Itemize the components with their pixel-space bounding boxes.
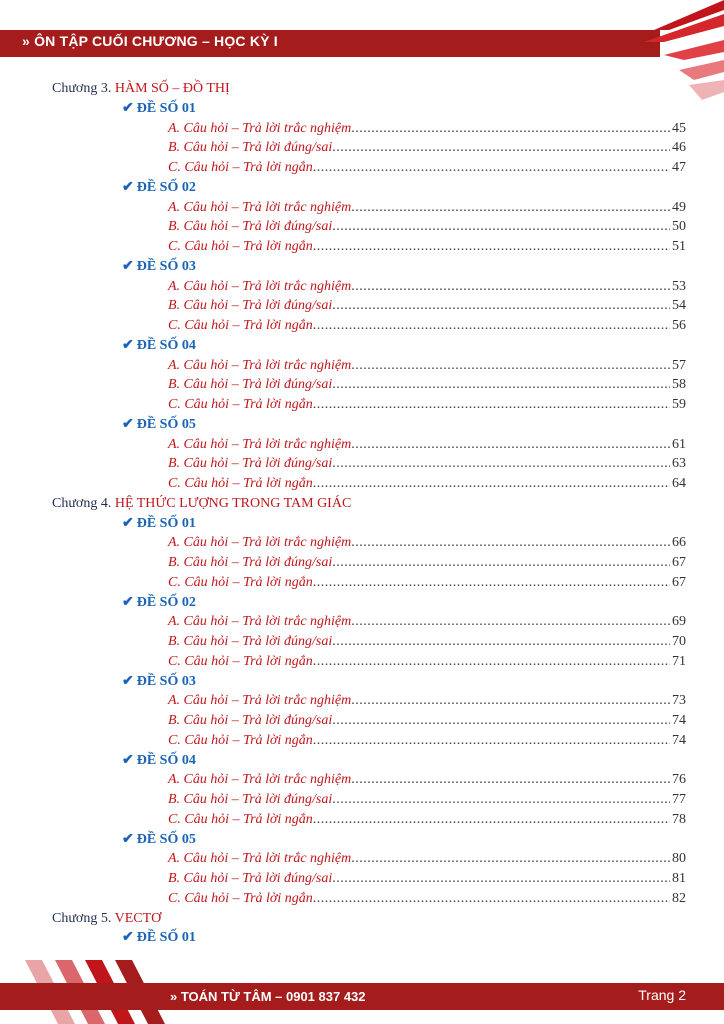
entry-page: 51 <box>672 239 686 254</box>
entry-page: 73 <box>672 693 686 709</box>
entry-label: B. Câu hỏi – Trả lời đúng/sai <box>168 140 333 156</box>
chapter-heading <box>52 910 161 928</box>
entry-page: 57 <box>672 357 686 373</box>
checkmark-icon: ✔ <box>122 179 134 195</box>
toc-entry <box>168 712 686 730</box>
toc-entry <box>168 692 686 710</box>
entry-label: C. Câu hỏi – Trả lời ngắn <box>168 160 313 175</box>
dot-leader <box>351 120 670 138</box>
toc-entry <box>168 297 686 315</box>
dot-leader <box>313 574 670 592</box>
entry-page: 53 <box>672 278 686 294</box>
dot-leader <box>313 396 670 414</box>
entry-page: 66 <box>672 535 686 551</box>
checkmark-icon: ✔ <box>122 594 134 610</box>
exam-title: ĐỀ SỐ 02 <box>136 594 196 610</box>
dot-leader <box>351 357 670 375</box>
checkmark-icon: ✔ <box>122 258 134 274</box>
entry-label: A. Câu hỏi – Trả lời trắc nghiệm <box>168 199 352 215</box>
entry-page: 74 <box>672 732 686 748</box>
toc-entry <box>168 120 686 138</box>
dot-leader <box>332 554 670 572</box>
exam-title: ĐỀ SỐ 02 <box>136 179 196 195</box>
entry-label: B. Câu hỏi – Trả lời đúng/sai <box>168 634 333 649</box>
entry-label: C. Câu hỏi – Trả lời ngắn <box>168 318 313 333</box>
entry-page: 64 <box>672 476 686 491</box>
dot-leader <box>332 455 670 473</box>
entry-page: 50 <box>672 219 686 235</box>
entry-page: 81 <box>672 871 686 886</box>
toc-entry <box>168 396 686 414</box>
dot-leader <box>313 732 670 750</box>
entry-page: 80 <box>672 851 686 867</box>
entry-label: B. Câu hỏi – Trả lời đúng/sai <box>168 871 333 886</box>
dot-leader <box>351 436 670 454</box>
entry-page: 70 <box>672 634 686 649</box>
exam-title: ĐỀ SỐ 05 <box>136 416 196 432</box>
exam-title: ĐỀ SỐ 03 <box>136 258 196 274</box>
entry-page: 47 <box>672 160 686 175</box>
entry-page: 54 <box>672 298 686 314</box>
dot-leader <box>332 870 670 888</box>
exam-heading <box>122 594 196 612</box>
entry-page: 82 <box>672 890 686 906</box>
entry-page: 76 <box>672 772 686 788</box>
entry-page: 69 <box>672 614 686 630</box>
entry-label: C. Câu hỏi – Trả lời ngắn <box>168 653 313 669</box>
entry-page: 56 <box>672 318 686 333</box>
toc-entry <box>168 357 686 375</box>
dot-leader <box>332 791 670 809</box>
dot-leader <box>313 475 670 493</box>
entry-page: 58 <box>672 377 686 393</box>
toc-entry <box>168 218 686 236</box>
exam-title: ĐỀ SỐ 04 <box>136 752 196 768</box>
entry-label: A. Câu hỏi – Trả lời trắc nghiệm <box>168 614 352 630</box>
toc-entry <box>168 139 686 157</box>
entry-label: B. Câu hỏi – Trả lời đúng/sai <box>168 219 333 235</box>
toc-entry <box>168 455 686 473</box>
checkmark-icon: ✔ <box>122 831 134 847</box>
entry-label: A. Câu hỏi – Trả lời trắc nghiệm <box>168 278 352 294</box>
entry-label: C. Câu hỏi – Trả lời ngắn <box>168 476 313 491</box>
toc-entry <box>168 653 686 671</box>
checkmark-icon: ✔ <box>122 752 134 768</box>
footer-contact: » TOÁN TỪ TÂM – 0901 837 432 <box>170 989 366 1004</box>
exam-title: ĐỀ SỐ 03 <box>136 673 196 689</box>
chapter-title: VECTƠ <box>114 910 162 926</box>
toc-entry <box>168 574 686 592</box>
dot-leader <box>313 159 670 177</box>
toc-entry <box>168 278 686 296</box>
checkmark-icon: ✔ <box>122 673 134 689</box>
exam-title: ĐỀ SỐ 05 <box>136 831 196 847</box>
entry-label: A. Câu hỏi – Trả lời trắc nghiệm <box>168 693 352 709</box>
toc-entry <box>168 732 686 750</box>
entry-label: A. Câu hỏi – Trả lời trắc nghiệm <box>168 772 352 788</box>
dot-leader <box>351 771 670 789</box>
exam-heading <box>122 752 196 770</box>
dot-leader <box>351 613 670 631</box>
toc-entry <box>168 554 686 572</box>
dot-leader <box>332 712 670 730</box>
toc-entry <box>168 376 686 394</box>
dot-leader <box>332 633 670 651</box>
entry-page: 61 <box>672 436 686 452</box>
entry-page: 71 <box>672 653 686 669</box>
exam-heading <box>122 673 196 691</box>
chapter-heading <box>52 495 351 513</box>
dot-leader <box>351 199 670 217</box>
dot-leader <box>351 850 670 868</box>
dot-leader <box>332 297 670 315</box>
entry-label: B. Câu hỏi – Trả lời đúng/sai <box>168 792 333 807</box>
toc-entry <box>168 475 686 493</box>
chapter-prefix: Chương 4. <box>52 495 112 511</box>
dot-leader <box>351 534 670 552</box>
dot-leader <box>332 139 670 157</box>
dot-leader <box>351 692 670 710</box>
dot-leader <box>313 317 670 335</box>
chapter-title: HỆ THỨC LƯỢNG TRONG TAM GIÁC <box>114 495 352 511</box>
toc-entry <box>168 199 686 217</box>
entry-label: C. Câu hỏi – Trả lời ngắn <box>168 732 313 748</box>
toc-entry <box>168 317 686 335</box>
entry-label: C. Câu hỏi – Trả lời ngắn <box>168 890 313 906</box>
page-number: Trang 2 <box>638 987 686 1003</box>
entry-label: B. Câu hỏi – Trả lời đúng/sai <box>168 456 333 472</box>
chapter-prefix: Chương 5. <box>52 910 112 926</box>
dot-leader <box>313 890 670 908</box>
entry-page: 46 <box>672 140 686 156</box>
exam-title: ĐỀ SỐ 01 <box>136 515 196 531</box>
entry-label: A. Câu hỏi – Trả lời trắc nghiệm <box>168 535 352 551</box>
entry-label: C. Câu hỏi – Trả lời ngắn <box>168 239 313 254</box>
entry-label: A. Câu hỏi – Trả lời trắc nghiệm <box>168 851 352 867</box>
toc-entry <box>168 436 686 454</box>
checkmark-icon: ✔ <box>122 930 134 946</box>
exam-title: ĐỀ SỐ 04 <box>136 337 196 353</box>
entry-label: B. Câu hỏi – Trả lời đúng/sai <box>168 713 333 728</box>
exam-heading <box>122 337 196 355</box>
entry-label: B. Câu hỏi – Trả lời đúng/sai <box>168 555 333 570</box>
toc-entry <box>168 791 686 809</box>
toc-entry <box>168 850 686 868</box>
exam-heading <box>122 929 196 947</box>
entry-page: 74 <box>672 713 686 728</box>
entry-page: 63 <box>672 456 686 472</box>
toc-entry <box>168 870 686 888</box>
dot-leader <box>351 278 670 296</box>
toc-entry <box>168 633 686 651</box>
dot-leader <box>332 218 670 236</box>
toc-entry <box>168 890 686 908</box>
header-title: » ÔN TẬP CUỐI CHƯƠNG – HỌC KỲ I <box>22 33 278 49</box>
dot-leader <box>313 653 670 671</box>
exam-title: ĐỀ SỐ 01 <box>136 100 196 116</box>
entry-label: B. Câu hỏi – Trả lời đúng/sai <box>168 377 333 393</box>
entry-label: A. Câu hỏi – Trả lời trắc nghiệm <box>168 120 352 136</box>
exam-heading <box>122 515 196 533</box>
exam-heading <box>122 416 196 434</box>
header-decoration <box>594 0 724 110</box>
entry-page: 78 <box>672 811 686 827</box>
entry-page: 59 <box>672 397 686 412</box>
exam-title: ĐỀ SỐ 01 <box>136 930 196 946</box>
exam-heading <box>122 831 196 849</box>
checkmark-icon: ✔ <box>122 515 134 531</box>
dot-leader <box>332 376 670 394</box>
entry-label: A. Câu hỏi – Trả lời trắc nghiệm <box>168 357 352 373</box>
toc-entry <box>168 534 686 552</box>
checkmark-icon: ✔ <box>122 100 134 116</box>
entry-label: C. Câu hỏi – Trả lời ngắn <box>168 397 313 412</box>
dot-leader <box>313 238 670 256</box>
toc-entry <box>168 238 686 256</box>
entry-page: 77 <box>672 792 686 807</box>
chapter-prefix: Chương 3. <box>52 81 112 96</box>
entry-label: C. Câu hỏi – Trả lời ngắn <box>168 811 313 827</box>
checkmark-icon: ✔ <box>122 416 134 432</box>
entry-page: 45 <box>672 120 686 136</box>
checkmark-icon: ✔ <box>122 337 134 353</box>
chapter-heading <box>52 80 230 98</box>
exam-heading <box>122 179 196 197</box>
entry-label: A. Câu hỏi – Trả lời trắc nghiệm <box>168 436 352 452</box>
toc-entry <box>168 771 686 789</box>
exam-heading <box>122 258 196 276</box>
toc-entry <box>168 613 686 631</box>
chapter-title: HÀM SỐ – ĐỒ THỊ <box>114 81 230 96</box>
entry-label: B. Câu hỏi – Trả lời đúng/sai <box>168 298 333 314</box>
entry-page: 49 <box>672 199 686 215</box>
exam-heading <box>122 100 196 118</box>
toc-entry <box>168 811 686 829</box>
entry-page: 67 <box>672 574 686 590</box>
entry-page: 67 <box>672 555 686 570</box>
entry-label: C. Câu hỏi – Trả lời ngắn <box>168 574 313 590</box>
toc-entry <box>168 159 686 177</box>
dot-leader <box>313 811 670 829</box>
